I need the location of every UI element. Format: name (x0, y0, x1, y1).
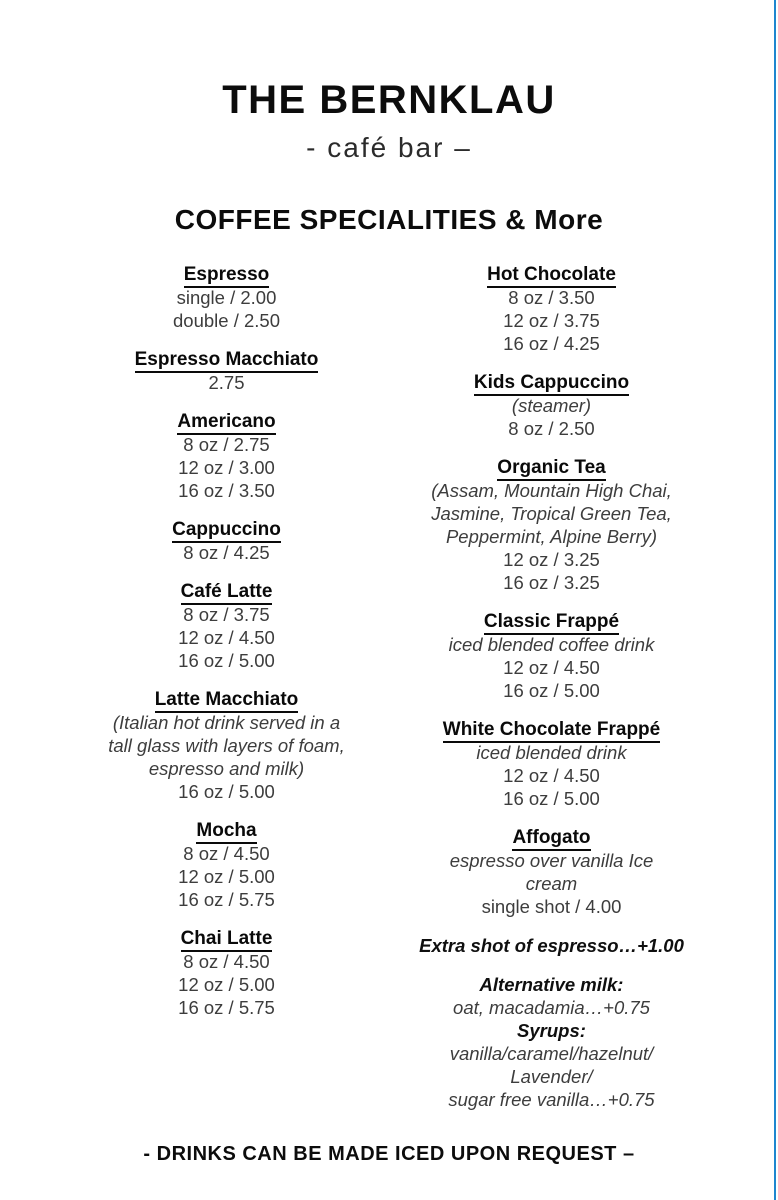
menu-section (389, 826, 714, 918)
item-description: espresso and milk) (148, 758, 305, 779)
item-description: Peppermint, Alpine Berry) (445, 526, 658, 547)
item-price: 2.75 (208, 372, 245, 393)
note-line: Alternative milk: (479, 974, 624, 995)
item-name-text: Espresso (184, 264, 270, 288)
item-price: 16 oz / 5.00 (503, 788, 600, 809)
item-name (64, 348, 389, 371)
item-price: 12 oz / 3.25 (503, 549, 600, 570)
item-name (64, 410, 389, 433)
item-price: 12 oz / 5.00 (178, 866, 275, 887)
menu-section (389, 263, 714, 355)
item-description: (steamer) (511, 395, 592, 416)
note-line: Lavender/ (510, 1066, 593, 1087)
page-subtitle: - café bar – (306, 132, 472, 163)
item-name (64, 927, 389, 950)
item-description: tall glass with layers of foam, (108, 735, 345, 756)
menu-note (389, 934, 714, 957)
item-description: (Assam, Mountain High Chai, (431, 480, 672, 501)
item-price: 12 oz / 3.00 (178, 457, 275, 478)
item-price: single shot / 4.00 (481, 896, 622, 917)
note-line: vanilla/caramel/hazelnut/ (449, 1043, 654, 1064)
item-name-text: White Chocolate Frappé (443, 719, 660, 743)
menu-section (64, 819, 389, 911)
item-name (389, 371, 714, 394)
item-price: 8 oz / 4.50 (183, 843, 270, 864)
item-description: espresso over vanilla Ice (449, 850, 654, 871)
menu-header (0, 0, 778, 236)
item-name (64, 688, 389, 711)
item-name-text: Espresso Macchiato (135, 349, 319, 373)
note-line: Syrups: (517, 1020, 586, 1041)
menu-section (389, 718, 714, 810)
item-name-text: Organic Tea (497, 457, 605, 481)
item-name (389, 610, 714, 633)
item-price: 8 oz / 2.75 (183, 434, 270, 455)
menu-section (64, 688, 389, 803)
item-price: 16 oz / 5.00 (178, 650, 275, 671)
item-description: Jasmine, Tropical Green Tea, (431, 503, 672, 524)
item-price: 12 oz / 4.50 (178, 627, 275, 648)
item-description: (Italian hot drink served in a (112, 712, 341, 733)
menu-section (64, 580, 389, 672)
menu-section (64, 348, 389, 394)
item-name (64, 580, 389, 603)
footer-note: - DRINKS CAN BE MADE ICED UPON REQUEST – (143, 1143, 635, 1165)
item-price: 16 oz / 5.75 (178, 889, 275, 910)
menu-section (389, 456, 714, 594)
section-heading: COFFEE SPECIALITIES & More (174, 204, 604, 235)
item-price: 12 oz / 4.50 (503, 765, 600, 786)
note-line: oat, macadamia…+0.75 (453, 997, 650, 1018)
item-name-text: Affogato (512, 827, 590, 851)
item-name-text: Latte Macchiato (155, 689, 299, 713)
menu-columns (64, 263, 714, 1111)
item-price: 16 oz / 4.25 (503, 333, 600, 354)
item-description: iced blended coffee drink (448, 634, 655, 655)
item-price: 8 oz / 2.50 (508, 418, 595, 439)
item-price: 8 oz / 4.25 (183, 542, 270, 563)
menu-section (64, 263, 389, 332)
item-price: 8 oz / 4.50 (183, 951, 270, 972)
item-name-text: Classic Frappé (484, 611, 619, 635)
item-price: 12 oz / 3.75 (503, 310, 600, 331)
item-price: single / 2.00 (176, 287, 277, 308)
menu-section (389, 371, 714, 440)
item-description: iced blended drink (476, 742, 627, 763)
item-name-text: Cappuccino (172, 519, 281, 543)
item-name (64, 819, 389, 842)
item-description: cream (525, 873, 578, 894)
menu-section (64, 927, 389, 1019)
menu-section (389, 610, 714, 702)
menu-column-right (389, 263, 714, 1111)
item-price: 16 oz / 3.25 (503, 572, 600, 593)
item-price: 16 oz / 5.00 (503, 680, 600, 701)
item-price: double / 2.50 (173, 310, 280, 331)
item-name-text: Hot Chocolate (487, 264, 616, 288)
right-edge-accent-line (774, 0, 776, 1200)
item-price: 16 oz / 5.75 (178, 997, 275, 1018)
item-name (64, 263, 389, 286)
item-price: 8 oz / 3.50 (508, 287, 595, 308)
item-name-text: Americano (177, 411, 275, 435)
item-price: 16 oz / 5.00 (178, 781, 275, 802)
item-name-text: Café Latte (181, 581, 273, 605)
item-name (389, 718, 714, 741)
menu-note (389, 973, 714, 1111)
item-price: 16 oz / 3.50 (178, 480, 275, 501)
item-name (389, 263, 714, 286)
item-name-text: Mocha (196, 820, 256, 844)
item-name-text: Kids Cappuccino (474, 372, 629, 396)
note-line: sugar free vanilla…+0.75 (448, 1089, 655, 1110)
item-price: 8 oz / 3.75 (183, 604, 270, 625)
item-name-text: Chai Latte (181, 928, 273, 952)
item-name (389, 826, 714, 849)
item-name (64, 518, 389, 541)
page-title: THE BERNKLAU (222, 78, 556, 122)
note-line: Extra shot of espresso…+1.00 (419, 935, 684, 956)
item-price: 12 oz / 4.50 (503, 657, 600, 678)
menu-section (64, 518, 389, 564)
menu-column-left (64, 263, 389, 1111)
menu-section (64, 410, 389, 502)
item-price: 12 oz / 5.00 (178, 974, 275, 995)
item-name (389, 456, 714, 479)
